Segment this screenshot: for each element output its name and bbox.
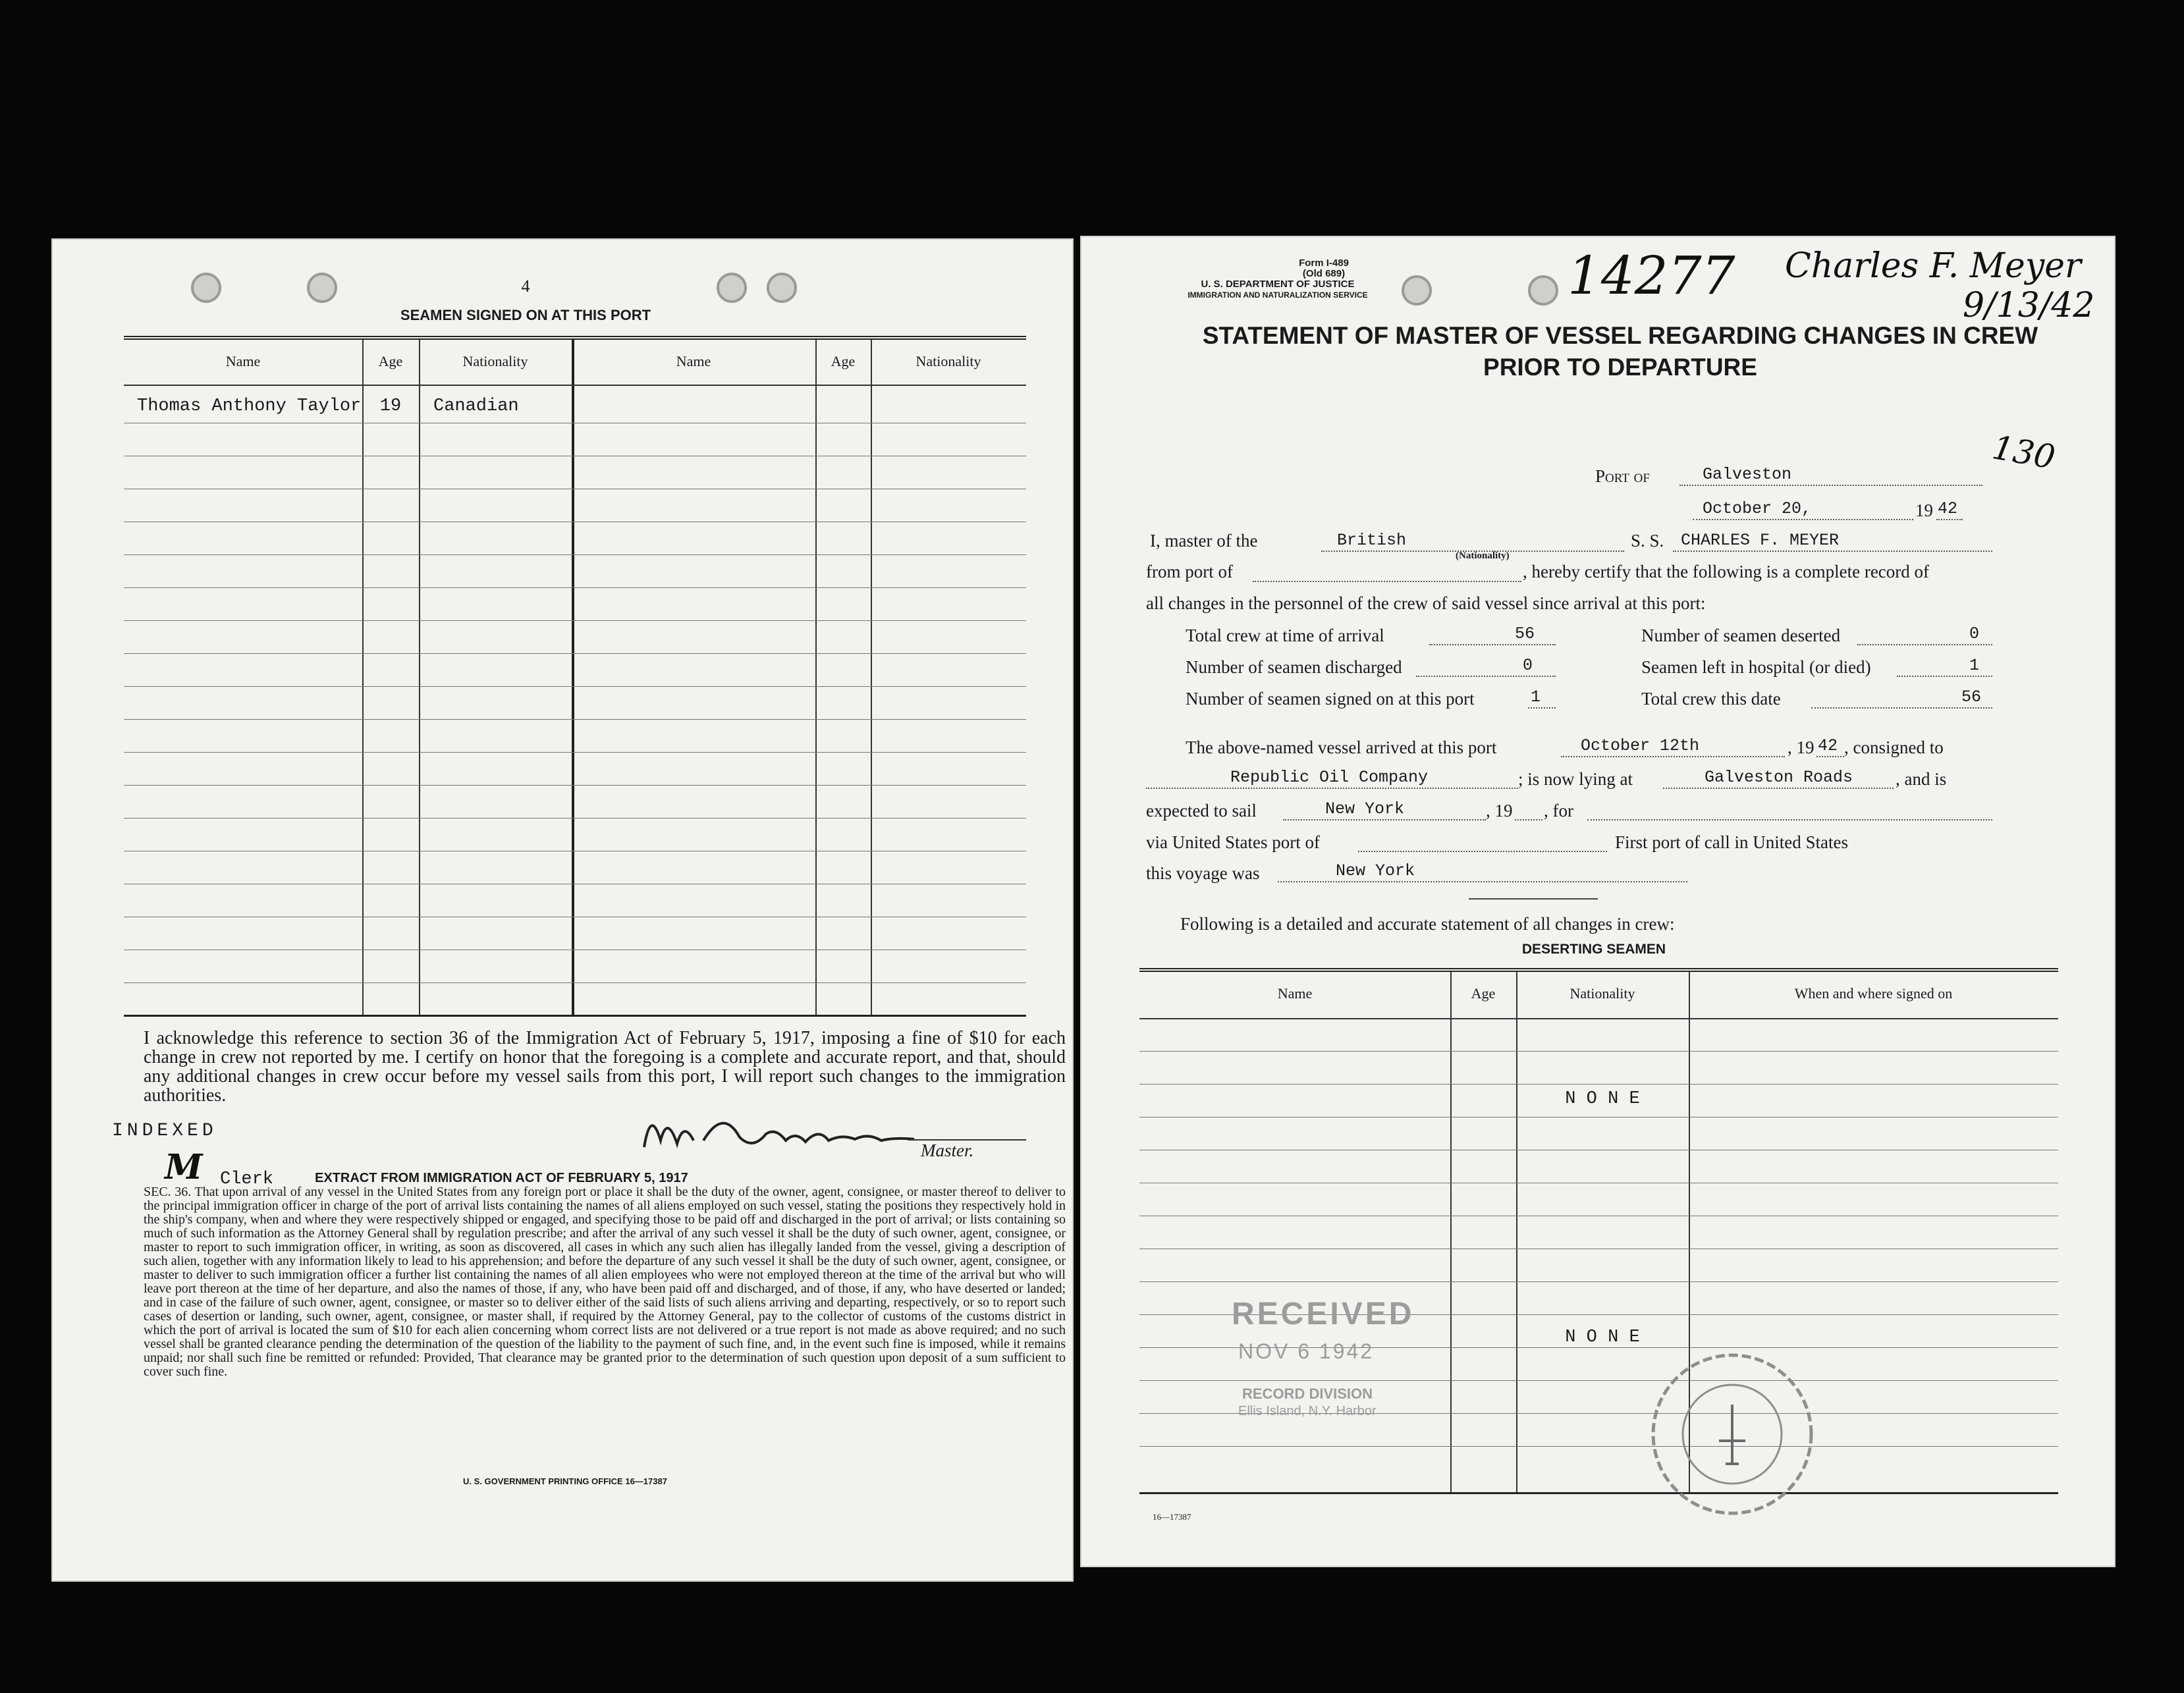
column-header-nationality: Nationality (462, 353, 528, 369)
right-page (1080, 236, 2116, 1567)
punch-hole (767, 273, 797, 303)
handwritten-vessel: Charles F. Meyer (1785, 246, 2081, 286)
stat-deserted-label: Number of seamen deserted (1641, 626, 1841, 645)
certify-text: , hereby certify that the following is a complete record of (1523, 562, 1930, 581)
department: U. S. DEPARTMENT OF JUSTICE (1201, 279, 1355, 290)
year-prefix: 19 (1915, 500, 1933, 520)
stat-total-crew-arrival-value: 56 (1515, 624, 1535, 643)
column-header-name: Name (1277, 985, 1313, 1002)
stat-hospital-value: 1 (1969, 656, 1980, 675)
printing-office: U. S. GOVERNMENT PRINTING OFFICE 16—17387 (463, 1476, 667, 1486)
seamen-signed-on-table (124, 336, 1026, 1017)
expected-year: , 19 (1486, 801, 1513, 820)
stat-signed-on-value: 1 (1531, 687, 1541, 707)
first-port-label: First port of call in United States (1615, 832, 1848, 852)
port-label: Port of (1595, 466, 1650, 486)
master-signature (631, 1101, 927, 1167)
punch-hole (307, 273, 337, 303)
column-header-age: Age (378, 353, 403, 369)
seaman-name: Thomas Anthony Taylor (137, 396, 362, 416)
record-division: RECORD DIVISION (1242, 1385, 1373, 1402)
arrived-value: October 12th (1581, 736, 1700, 755)
column-header-name: Name (676, 353, 711, 369)
consignee-value: Republic Oil Company (1230, 768, 1429, 787)
lying-label: ; is now lying at (1518, 769, 1633, 789)
stat-deserted-value: 0 (1969, 624, 1980, 643)
master-of-label: I, master of the (1150, 531, 1258, 551)
voyage-value: New York (1336, 861, 1415, 880)
following-label: Following is a detailed and accurate statement of all changes in crew: (1180, 914, 1675, 934)
consigned-label: , consigned to (1844, 738, 1944, 757)
via-label: via United States port of (1146, 832, 1320, 852)
seaman-age: 19 (379, 396, 402, 416)
lying-value: Galveston Roads (1705, 768, 1853, 787)
stat-hospital-label: Seamen left in hospital (or died) (1641, 657, 1871, 677)
stat-discharged-label: Number of seamen discharged (1186, 657, 1402, 677)
seaman-nationality: Canadian (433, 396, 519, 416)
deserting-none: N O N E (1565, 1328, 1640, 1347)
arrived-year-value: 42 (1818, 736, 1838, 755)
extract-title: EXTRACT FROM IMMIGRATION ACT OF FEBRUARY 5, 1917 (315, 1171, 688, 1185)
handwritten-number: 14277 (1568, 245, 1735, 306)
date-value: October 20, (1703, 499, 1812, 518)
column-header-age: Age (831, 353, 856, 369)
service: IMMIGRATION AND NATURALIZATION SERVICE (1188, 290, 1368, 300)
column-header-nationality: Nationality (915, 353, 981, 369)
column-header-age: Age (1471, 985, 1496, 1002)
punch-hole (191, 273, 221, 303)
form-footer: 16—17387 (1153, 1512, 1191, 1522)
nationality-value: British (1337, 531, 1407, 550)
for-label: , for (1544, 801, 1573, 820)
expected-label: expected to sail (1146, 801, 1257, 820)
deserting-none-value: N O N E (1565, 1089, 1640, 1109)
all-changes-text: all changes in the personnel of the crew of said vessel since arrival at this port: (1146, 593, 1706, 613)
stat-total-crew-date-value: 56 (1961, 687, 1982, 707)
ellis-island: Ellis Island, N.Y. Harbor (1238, 1404, 1377, 1418)
port-value: Galveston (1703, 465, 1792, 484)
page-mark: 130 (1989, 428, 2058, 477)
master-label: Master. (921, 1141, 974, 1160)
voyage-label: this voyage was (1146, 863, 1260, 883)
section-title: SEAMEN SIGNED ON AT THIS PORT (400, 307, 651, 323)
received-stamp: RECEIVED (1232, 1297, 1415, 1331)
column-header-when-where: When and where signed on (1794, 985, 1953, 1002)
form-number: Form I-489 (1299, 257, 1349, 269)
stat-total-crew-date-label: Total crew this date (1641, 689, 1781, 709)
ss-label: S. S. (1631, 531, 1664, 551)
form-title (1186, 320, 2055, 383)
arrived-label: The above-named vessel arrived at this port (1186, 738, 1497, 757)
deserting-title: DESERTING SEAMEN (1521, 942, 1666, 957)
column-header-name: Name (225, 353, 261, 369)
year-value: 42 (1938, 499, 1958, 518)
page-number: 4 (521, 277, 530, 296)
vessel-value: CHARLES F. MEYER (1681, 531, 1840, 550)
and-is-label: , and is (1896, 769, 1947, 789)
column-header-nationality: Nationality (1570, 985, 1635, 1002)
left-page (51, 238, 1074, 1582)
extract-body: SEC. 36. That upon arrival of any vessel in the United States from any foreign port or place it shall be the duty of the owner, agent, consignee, or master thereof to deliver to the principal immigration officer in charge of the port of arrival lists containing the names of all aliens employed on such vessel, stating the positions they respectively hold in the ship's company, when and where they were respectively shipped or engaged, and specifying those to be paid off and discharged in the port of arrival; or lists containing so much of such information as the Attorney General shall by regulation prescribe; and after the arrival of any such vessel it shall be the duty of such owner, agent, consignee, or master to report to such immigration officer, in writing, as soon as discovered, all cases in which any such alien has illegally landed from the vessel, giving a description of such alien, together with any information likely to lead to his apprehension; and before the departure of any such vessel it shall be the duty of such owner, agent, consignee, or master to deliver to such immigration officer a further list containing the names of all alien employees who were not employed thereon at the time of the arrival but who will leave port thereon at the time of her departure, and also the names of those, if any, who have been paid off and discharged, and of those, if any, who have deserted or landed; and in case of the failure of such owner, agent, consignee, or master so to deliver either of the said lists of such aliens arriving and departing, respectively, or so to report such cases of desertion or landing, such owner, agent, consignee, or master shall, if required by the Attorney General, pay to the collector of customs of the customs district in which the port of arrival is located the sum of $10 for each alien concerning whom correct lists are not delivered or a true report is not made as above required; and no such vessel shall be granted clearance pending the determination of the question of the liability to the payment of such fine, and, in the event such fine is imposed, while it remains unpaid; nor shall such fine be remitted or refunded: Provided, That clearance may be granted prior to the determination of such question upon deposit of a sum sufficient to cover such fine. (144, 1185, 1066, 1379)
form-header (1146, 258, 1409, 300)
stat-signed-on-label: Number of seamen signed on at this port (1186, 689, 1475, 709)
form-title-line-1: STATEMENT OF MASTER OF VESSEL REGARDING CHANGES IN CREW (1202, 322, 2038, 349)
clerk-label: Clerk (220, 1169, 274, 1189)
acknowledgment-text: I acknowledge this reference to section 36 of the Immigration Act of February 5, 1917, imposing a fine of $10 for each change in crew not reported by me. I certify on honor that the foregoing is a complete and accurate report, and that, should any additional changes in crew occur before my vessel sails from this port, I will report such changes to the immigration authorities. (144, 1028, 1066, 1106)
round-stamp-icon (1640, 1342, 1824, 1526)
stat-total-crew-arrival-label: Total crew at time of arrival (1186, 626, 1384, 645)
divider (1469, 898, 1598, 900)
form-old-number: (Old 689) (1302, 268, 1346, 279)
clerk-initials: M (165, 1147, 203, 1187)
indexed-label: INDEXED (112, 1121, 217, 1141)
form-title-line-2: PRIOR TO DEPARTURE (1483, 354, 1757, 381)
expected-value: New York (1325, 799, 1405, 819)
from-port-label: from port of (1146, 562, 1233, 581)
handwritten-date: 9/13/42 (1963, 286, 2095, 325)
punch-hole (1528, 275, 1558, 306)
punch-hole (717, 273, 747, 303)
nationality-caption: (Nationality) (1456, 551, 1510, 561)
received-date: NOV 6 1942 (1238, 1339, 1375, 1363)
stat-discharged-value: 0 (1523, 656, 1533, 675)
arrived-year-prefix: , 19 (1788, 738, 1815, 757)
